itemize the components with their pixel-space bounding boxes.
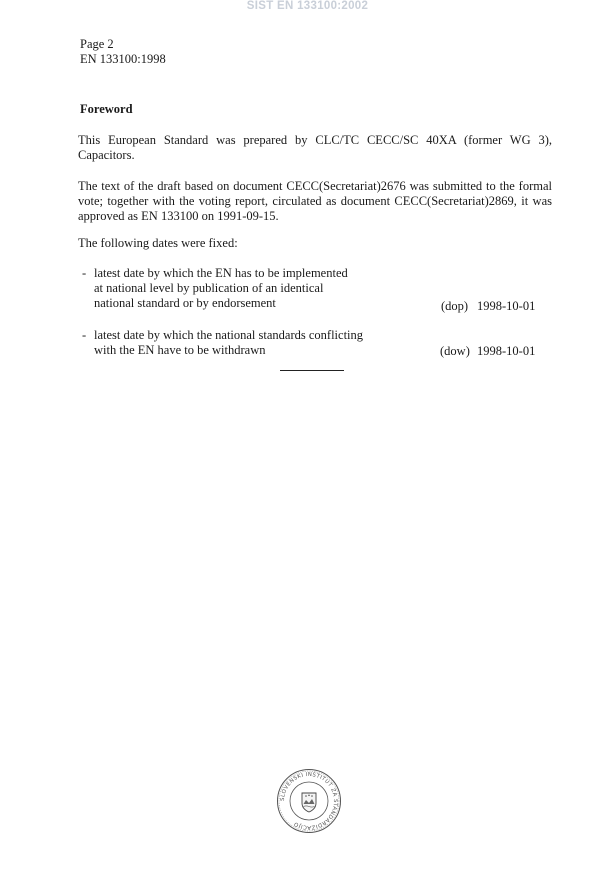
date-value-dop: 1998-10-01: [477, 299, 536, 313]
list-bullet: -: [82, 328, 87, 342]
item-line: latest date by which the national standards conflicting: [94, 328, 364, 342]
foreword-heading: Foreword: [80, 102, 133, 116]
seal-text: SLOVENSKI INSTITUT ZA STANDARDIZACIJO: [279, 771, 339, 831]
foreword-paragraph-1: [78, 133, 552, 163]
paragraph-line: This European Standard was prepared by CLC/TC CECC/SC 40XA (former WG 3),: [78, 133, 552, 147]
page-number: Page 2: [80, 37, 114, 51]
item-line: with the EN have to be withdrawn: [94, 343, 266, 357]
paragraph-line: The text of the draft based on document CECC(Secretariat)2676 was submitted to the formal: [78, 179, 552, 193]
paragraph-line: approved as EN 133100 on 1991-09-15.: [78, 209, 279, 223]
date-item-dow: [94, 328, 363, 358]
watermark: SIST EN 133100:2002: [246, 0, 369, 12]
item-line: national standard or by endorsement: [94, 296, 276, 310]
item-line: at national level by publication of an identical: [94, 281, 324, 295]
document-id: EN 133100:1998: [80, 51, 166, 66]
end-rule: [280, 370, 344, 371]
date-code-dow: (dow): [440, 344, 470, 358]
page-header: [80, 37, 166, 66]
paragraph-line: vote; together with the voting report, circulated as document CECC(Secretariat)2869, it was: [78, 194, 552, 208]
paragraph-line: Capacitors.: [78, 148, 135, 162]
date-value-dow: 1998-10-01: [477, 344, 536, 358]
date-code-dop: (dop): [441, 299, 469, 313]
foreword-paragraph-2: [78, 179, 552, 224]
foreword-paragraph-3: The following dates were fixed:: [78, 236, 238, 250]
list-bullet: -: [82, 266, 87, 280]
date-item-dop: [94, 266, 348, 311]
official-seal-icon: [276, 768, 342, 834]
item-line: latest date by which the EN has to be implemented: [94, 266, 348, 280]
